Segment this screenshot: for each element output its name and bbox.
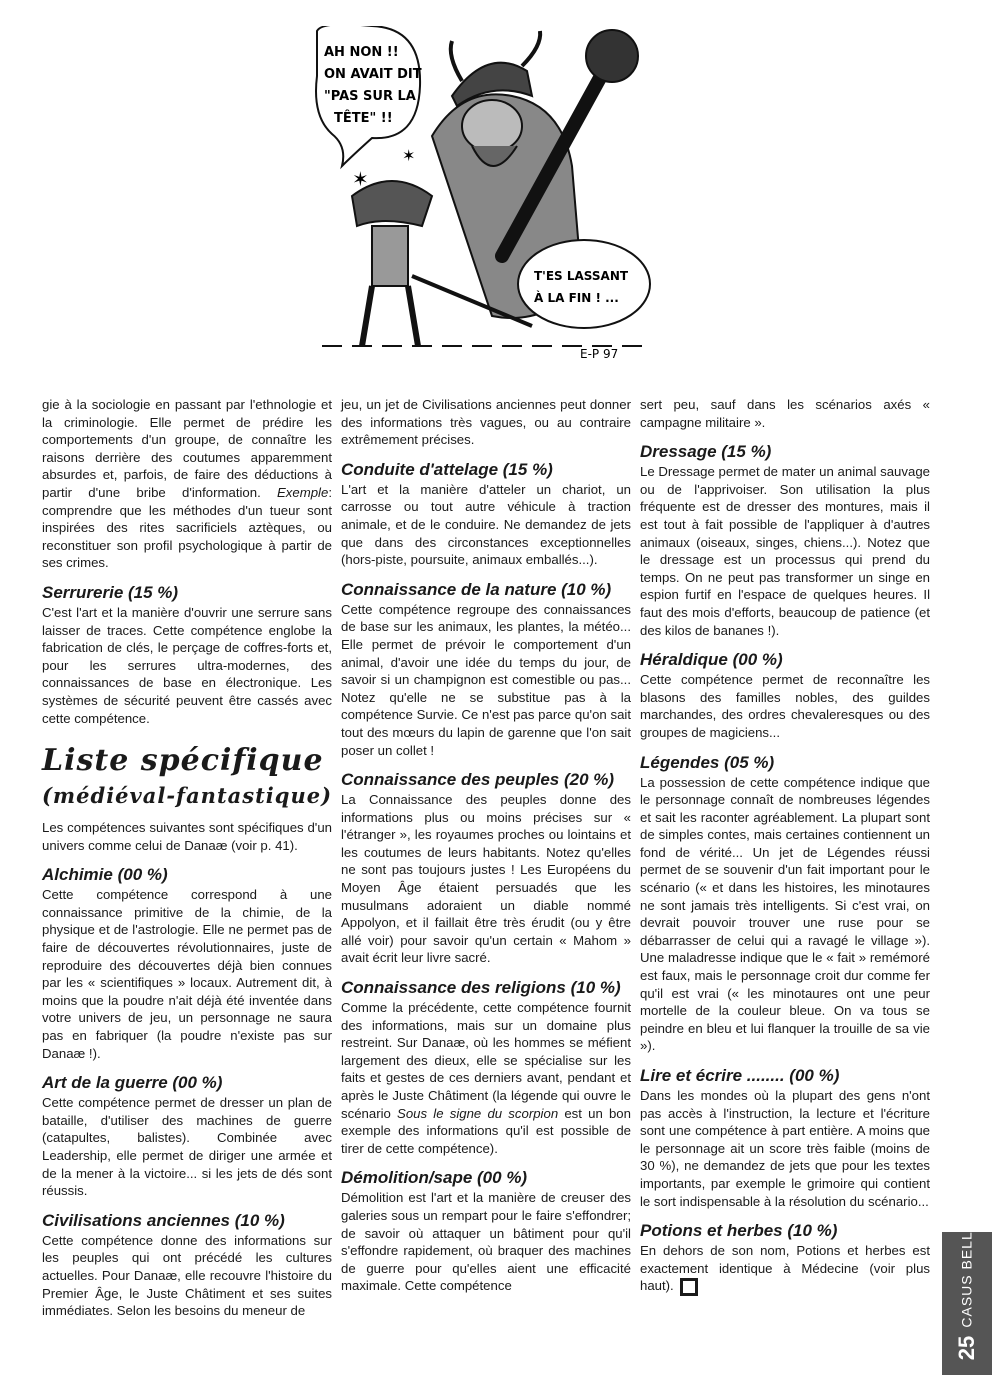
heading-civilisations: Civilisations anciennes (10 %): [42, 1210, 285, 1230]
heading-religions: Connaissance des religions (10 %): [341, 978, 621, 998]
section-title: Liste spécifique: [42, 743, 324, 779]
page-sidebar-tab: [942, 1226, 992, 1375]
svg-text:✶: ✶: [402, 146, 416, 165]
paragraph-art-de-la-guerre: Cette compétence permet de dresser un plan de bataille, d'utiliser des machines de guerre (catapultes, balistes). Combinée avec Leadership, elle permet de diriger une armée et de la mener à la victoire... si les jets de dés sont réussis.: [42, 1095, 332, 1199]
magazine-name: [942, 1226, 992, 1328]
paragraph-continued: jeu, un jet de Civilisations anciennes peut donner des informations très vagues, ou au contraire extrêmement précises.: [341, 397, 631, 448]
bubble1-line2: ON AVAIT DIT: [324, 67, 422, 82]
bubble2-line2: À LA FIN ! ...: [534, 291, 619, 305]
heading-nature: Connaissance de la nature (10 %): [341, 579, 612, 599]
artist-signature: E-P 97: [580, 347, 619, 361]
heading-dressage: Dressage (15 %): [640, 442, 772, 462]
bubble1-line3: "PAS SUR LA: [324, 89, 416, 104]
column-2: [341, 396, 631, 1295]
text: Comme la précédente, cette compétence fournit des informations, mais sur un domaine plus restreint. Sur Danaæ, où les hommes se méfient largement des dieux, elle se spécialise sur les faits et gestes de ces derniers avant, pendant et après le Juste Châtiment (la légende qui ouvre le scénario: [341, 1000, 631, 1121]
heading-legendes: Légendes (05 %): [640, 752, 775, 772]
paragraph-potions: [640, 1242, 930, 1296]
heading-potions: Potions et herbes (10 %): [640, 1221, 838, 1241]
text-emphasis: Exemple: [277, 484, 329, 500]
text: gie à la sociologie en passant par l'ethnologie et la criminologie. Elle permet de prédire les comportements d'un groupe, de connaître les raisons derrière des coutumes apparemment absurdes et, parfois, de faire des déductions à partir d'une bribe d'information.: [42, 397, 332, 500]
paragraph-serrurerie: C'est l'art et la manière d'ouvrir une serrure sans laisser de traces. Cette compétence englobe la fabrication de clés, le perçage de coffres-forts et, pour les serrures ultra-modernes, des connaissances de base en électronique. Les systèmes de sécurité peuvent être cassés avec cette compétence.: [42, 604, 332, 726]
bubble1-line4: TÊTE" !!: [334, 111, 393, 126]
paragraph-lire-ecrire: Dans les mondes où la plupart des gens n'ont pas accès à l'instruction, la lecture et l'écriture sont une compétence à part entière. A moins que le personnage ait un score très faible (moins de 30 %), ne demandez de jets que pour les textes importants, par exemple le grimoire qui contient le sort indispensable à la résolution du scénario...: [640, 1088, 930, 1209]
paragraph-alchimie: Cette compétence correspond à une connaissance primitive de la chimie, de la physique et de l'astrologie. Elle ne permet pas de faire de découvertes révolutionnaires, juste de reproduire des découvertes déjà bien connues par les « scientifiques » locaux. Autrement dit, à moins que la poudre n'ait déjà été inventée dans votre univers de jeu, un personnage ne saura pas en fabriquer (la poudre n'existe pas sur Danaæ !).: [42, 887, 332, 1061]
paragraph-legendes: La possession de cette compétence indique que le personnage connaît de nombreuses légendes et sait les raconter agréablement. La plupart sont de simples contes, mais certaines contiennent un fond de vérité... Un jet de Légendes réussi permet de se souvenir d'un fait important pour le scénario (« et dans les histoires, les minotaures ne sont jamais très intelligents. Si c'est vrai, on devrait pouvoir trouver une ruse pour se débarrasser de celui qui a ravagé le village »). Une maladresse indique que le « fait » remémoré est faux, mais le personnage croit dur comme fer qu'il est vrai (« les minotaures ont une peur mortelle de la couleur bleue. On va tous se peindre en bleu et lui flanquer la trouille de sa vie »).: [640, 774, 930, 1054]
page-number-text: 25: [953, 1335, 979, 1361]
paragraph-nature: Cette compétence regroupe des connaissances de base sur les animaux, les plantes, la météo... Elle permet de prévoir le comportement d'un animal, d'avoir une idée du temps du jour, de savoir si un champignon est comestible ou pas... Notez qu'elle ne se substitue pas à la compétence Survie. Ce n'est pas parce qu'on sait tout des mœurs du lapin de garenne que l'on sait poser un collet !: [341, 601, 631, 758]
svg-text:✶: ✶: [352, 167, 369, 191]
bubble1-line1: AH NON !!: [324, 45, 399, 60]
cartoon-illustration: [312, 26, 652, 366]
column-3: [640, 396, 930, 1296]
paragraph-religions: [341, 999, 631, 1157]
heading-serrurerie: Serrurerie (15 %): [42, 582, 179, 602]
paragraph-peuples: La Connaissance des peuples donne des informations plus ou moins précises sur « l'étranger », les royaumes proches ou lointains et les coutumes de leurs habitants. Notez qu'elles ne sont pas toujours justes ! Les Européens du Moyen Âge étaient persuadés que les musulmans adoraient un diable nommé Appolyon, et il faillait être très érudit (ou y être allé voir) pour savoir qu'un certain « Mahom » avait écrit leur livre sacré.: [341, 792, 631, 966]
heading-heraldique: Héraldique (00 %): [640, 650, 783, 670]
paragraph-section-intro: Les compétences suivantes sont spécifiques d'un univers comme celui de Danaæ (voir p. 41).: [42, 820, 332, 853]
heading-alchimie: Alchimie (00 %): [42, 865, 168, 885]
paragraph: [42, 396, 332, 572]
text: En dehors de son nom, Potions et herbes est exactement identique à Médecine (voir plus haut).: [640, 1243, 930, 1294]
viking-cartoon-icon: [312, 26, 652, 366]
heading-demolition: Démolition/sape (00 %): [341, 1168, 528, 1188]
paragraph-continued: sert peu, sauf dans les scénarios axés « campagne militaire ».: [640, 397, 930, 430]
column-1: [42, 396, 332, 1320]
paragraph-civilisations: Cette compétence donne des informations sur les peuples qui ont précédé les cultures actuelles. Pour Danaæ, elle recouvre l'histoire du Premier Âge, le Juste Châtiment et ses suites immédiates. Selon les besoins du meneur de: [42, 1232, 332, 1319]
bubble2-line1: T'ES LASSANT: [534, 269, 629, 283]
text-emphasis: Sous le signe du scorpion: [397, 1105, 559, 1121]
heading-conduite: Conduite d'attelage (15 %): [341, 459, 553, 479]
heading-peuples: Connaissance des peuples (20 %): [341, 770, 615, 790]
paragraph-conduite: L'art et la manière d'atteler un chariot, un carrosse ou tout autre véhicule à traction animale, et de le conduire. Ne demandez de jets que dans des circonstances exceptionnelles (hors-piste, poursuite, animaux emballés...).: [341, 481, 631, 568]
magazine-name-text: CASUS BELLI: [959, 1226, 976, 1328]
paragraph-demolition: Démolition est l'art et la manière de creuser des galeries sous un rempart pour le faire s'effondrer; de savoir où attaquer un bâtiment pour qu'il s'effondre rapidement, où braquer des machines de guerre pour qu'elles aient une efficacité maximale. Cette compétence: [341, 1190, 631, 1294]
text: : comprendre que les méthodes d'un tueur sont inspirées des rites sacrificiels aztèques, ou reconstituer son profil psychologique à partir de ses crimes.: [42, 484, 332, 571]
paragraph-heraldique: Cette compétence permet de reconnaître les blasons des familles nobles, des guildes marchandes, des ordres chevaleresques ou des groupes de magiciens...: [640, 672, 930, 740]
page-number: [942, 1324, 992, 1372]
heading-lire-ecrire: Lire et écrire ........ (00 %): [640, 1066, 840, 1085]
heading-art-de-la-guerre: Art de la guerre (00 %): [42, 1073, 223, 1093]
end-of-article-icon: [680, 1278, 698, 1296]
section-subtitle: (médiéval-fantastique): [42, 783, 333, 809]
paragraph-dressage: Le Dressage permet de mater un animal sauvage ou de l'apprivoiser. Son utilisation la plus fréquente est de dresser des montures, mais il est tout à fait possible de l'appliquer à d'autres animaux (oiseaux, singes, chiens...). Notez que le dressage est un processus qui prend du temps. On ne peut pas transformer un singe en espion furtif en l'espace de quelques heures. Il faut des mois d'efforts, beaucoup de patience (et des kilos de bananes !).: [640, 464, 930, 638]
text: est un bon exemple des informations qu'il est possible de tirer de cette compétence).: [341, 1105, 631, 1156]
